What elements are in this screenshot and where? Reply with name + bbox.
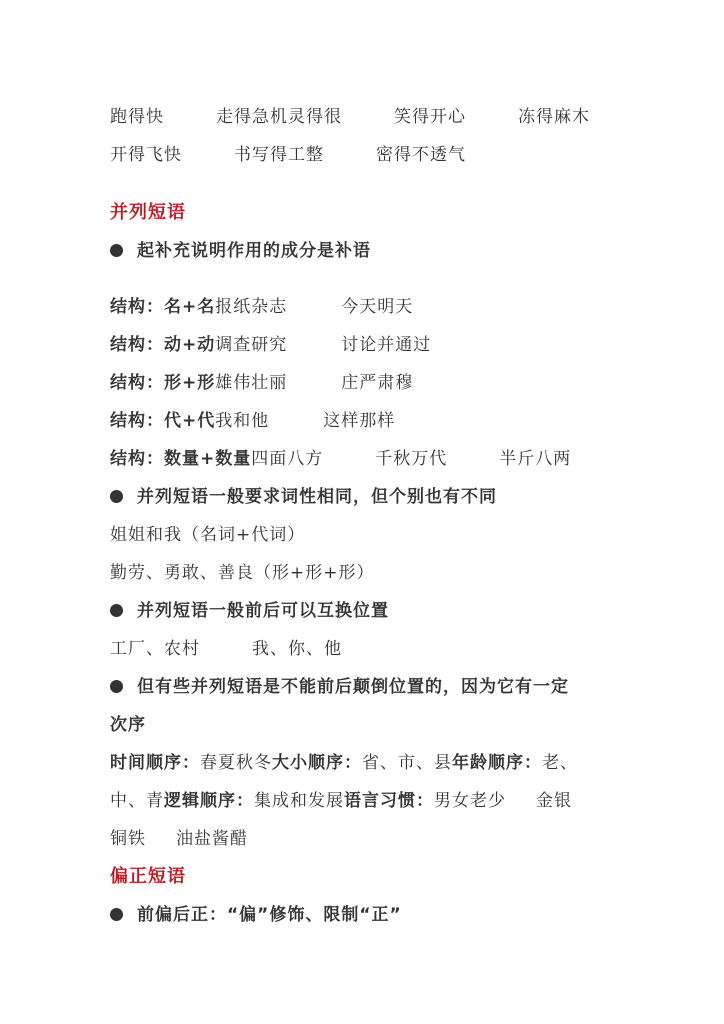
example-text: 密得不透气 — [376, 145, 466, 165]
order-label: 语言习惯： — [344, 791, 434, 811]
order-text: 中、青 — [110, 791, 164, 811]
structure-example: 雄伟壮丽 — [215, 373, 288, 393]
example-line: 勤劳、勇敢、善良（形+形+形） — [110, 563, 375, 583]
structure-example: 四面八方 — [251, 449, 324, 469]
order-label: 时间顺序： — [110, 753, 200, 773]
structure-row — [110, 334, 431, 356]
structure-row — [110, 448, 571, 470]
bullet-icon — [110, 244, 123, 257]
bullet-text: 起补充说明作用的成分是补语 — [137, 241, 371, 261]
example-text: 走得急机灵得很 — [216, 107, 342, 127]
bullet-point — [110, 904, 402, 926]
structure-example: 千秋万代 — [375, 449, 448, 469]
example-text: 冻得麻木 — [518, 107, 590, 127]
example-line: 姐姐和我（名词+代词） — [110, 525, 306, 545]
example-text: 工厂、农村 — [110, 639, 200, 659]
order-text: 集成和发展 — [254, 791, 344, 811]
order-label: 年龄顺序： — [452, 753, 542, 773]
structure-label: 结构： — [110, 411, 164, 431]
structure-label: 结构： — [110, 297, 164, 317]
structure-pattern: 动+动 — [164, 335, 216, 355]
structure-example: 我和他 — [215, 411, 270, 431]
example-line — [110, 638, 342, 660]
bullet-point — [110, 600, 389, 622]
bullet-text: 但有些并列短语是不能前后颠倒位置的，因为它有一定 — [137, 677, 569, 697]
order-text: 省、市、县 — [362, 753, 452, 773]
example-text: 跑得快 — [110, 107, 164, 127]
bullet-point — [110, 240, 371, 262]
structure-row — [110, 372, 413, 394]
order-text: 铜铁 — [110, 829, 146, 849]
order-line-3 — [110, 828, 248, 850]
section-heading-parallel: 并列短语 — [110, 202, 186, 223]
structure-example: 这样那样 — [323, 411, 396, 431]
structure-example: 讨论并通过 — [341, 335, 432, 355]
structure-row — [110, 296, 413, 318]
bullet-text: 前偏后正：“偏”修饰、限制“正” — [137, 905, 402, 925]
intro-row-2 — [110, 144, 466, 166]
order-text: 老、 — [542, 753, 578, 773]
structure-example: 半斤八两 — [499, 449, 572, 469]
structure-example: 今天明天 — [341, 297, 414, 317]
bullet-icon — [110, 908, 123, 921]
structure-pattern: 代+代 — [164, 411, 216, 431]
structure-pattern: 形+形 — [164, 373, 216, 393]
structure-example: 调查研究 — [215, 335, 288, 355]
order-text: 男女老少 — [434, 791, 506, 811]
intro-row-1 — [110, 106, 590, 128]
example-text: 我、你、他 — [252, 639, 342, 659]
order-text: 油盐酱醋 — [176, 829, 248, 849]
order-label: 大小顺序： — [272, 753, 362, 773]
bullet-text-continued: 次序 — [110, 715, 146, 735]
order-label: 逻辑顺序： — [164, 791, 254, 811]
example-text: 开得飞快 — [110, 145, 182, 165]
order-line-2 — [110, 790, 572, 812]
structure-label: 结构： — [110, 449, 164, 469]
structure-label: 结构： — [110, 335, 164, 355]
bullet-point — [110, 676, 569, 698]
bullet-text: 并列短语一般前后可以互换位置 — [137, 601, 389, 621]
bullet-icon — [110, 490, 123, 503]
structure-example: 报纸杂志 — [215, 297, 288, 317]
structure-pattern: 名+名 — [164, 297, 216, 317]
example-text: 书写得工整 — [234, 145, 324, 165]
bullet-text: 并列短语一般要求词性相同，但个别也有不同 — [137, 487, 497, 507]
bullet-icon — [110, 680, 123, 693]
order-text: 春夏秋冬 — [200, 753, 272, 773]
section-heading-modifier: 偏正短语 — [110, 866, 186, 887]
structure-example: 庄严肃穆 — [341, 373, 414, 393]
order-line-1 — [110, 752, 578, 774]
bullet-point — [110, 486, 497, 508]
structure-label: 结构： — [110, 373, 164, 393]
structure-pattern: 数量+数量 — [164, 449, 252, 469]
example-text: 笑得开心 — [394, 107, 466, 127]
order-text: 金银 — [536, 791, 572, 811]
bullet-icon — [110, 604, 123, 617]
structure-row — [110, 410, 395, 432]
